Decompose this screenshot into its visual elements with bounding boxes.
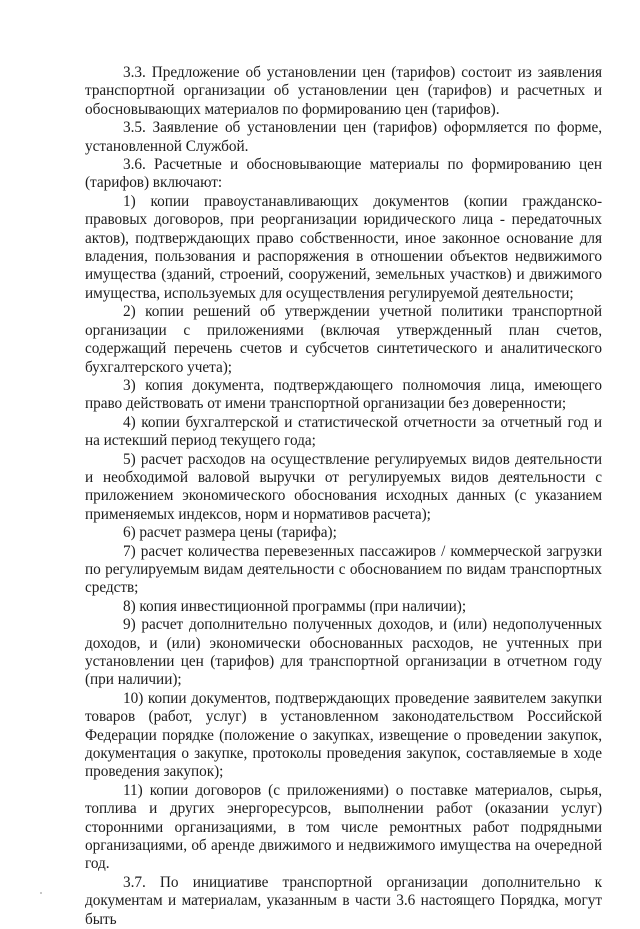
paragraph-3-6: 3.6. Расчетные и обосновывающие материалы по формированию цен (тарифов) включают: — [85, 156, 602, 192]
list-item-8: 8) копия инвестиционной программы (при наличии); — [123, 597, 467, 615]
list-item-3: 3) копия документа, подтверждающего полномочия лица, имеющего право действовать от имени транспортной организации без доверенности; — [85, 376, 602, 413]
document-body — [85, 64, 602, 929]
list-item-5: 5) расчет расходов на осуществление регулируемых видов деятельности и необходимой валовой выручки от регулируемых видов деятельности с приложением экономического обоснования исходных данных (с указанием применяемых индексов, норм и нормативов расчета); — [85, 450, 602, 523]
list-item-1: 1) копии правоустанавливающих документов (копии гражданско-правовых договоров, при реорганизации юридического лица - передаточных актов), подтверждающих право собственности, иное законное основание для владения, пользования и распоряжения в отношении объектов недвижимого имущества (зданий, строений, сооружений, земельных участков) и движимого имущества, используемых для осуществления регулируемой деятельности; — [85, 192, 602, 302]
paragraph-3-7: 3.7. По инициативе транспортной организации дополнительно к документам и материалам, указанным в части 3.6 настоящего Порядка, могут быть — [85, 873, 602, 928]
list-item-2: 2) копии решений об утверждении учетной политики транспортной организации с приложениями (включая утвержденный план счетов, содержащий перечень счетов и субсчетов синтетического и аналитического бухгалтерского учета); — [85, 303, 602, 376]
list-item-4: 4) копии бухгалтерской и статистической отчетности за отчетный год и на истекший период текущего года; — [85, 413, 602, 450]
list-item-9: 9) расчет дополнительно полученных доходов, и (или) недополученных доходов, и (или) экономически обоснованных расходов, не учтенных при установлении цен (тарифов) для транспортной организации в отчетном году (при наличии); — [85, 616, 602, 689]
paragraph-3-5: 3.5. Заявление об установлении цен (тарифов) оформляется по форме, установленной Службой. — [85, 119, 602, 155]
list-item-10: 10) копии документов, подтверждающих проведение заявителем закупки товаров (работ, услуг) в установленном законодательством Российской Федерации порядке (положение о закупках, извещение о проведении закупок, документация о закупке, протоколы проведения закупок, составляемые в ходе проведения закупок); — [85, 689, 602, 781]
paragraph-3-3: 3.3. Предложение об установлении цен (тарифов) состоит из заявления транспортной организации об установлении цен (тарифов) и расчетных и обосновывающих материалов по формированию цен (тарифов). — [85, 64, 602, 118]
list-item-11: 11) копии договоров (с приложениями) о поставке материалов, сырья, топлива и других энергоресурсов, выполнении работ (оказании услуг) сторонними организациями, в том числе ремонтных работ подрядными организациями, об аренде движимого и недвижимого имущества на очередной год. — [85, 781, 602, 873]
list-item-7: 7) расчет количества перевезенных пассажиров / коммерческой загрузки по регулируемым видам деятельности с обоснованием по видам транспортных средств; — [85, 542, 602, 597]
list-item-6: 6) расчет размера цены (тарифа); — [123, 524, 337, 542]
scan-speck — [40, 892, 42, 894]
